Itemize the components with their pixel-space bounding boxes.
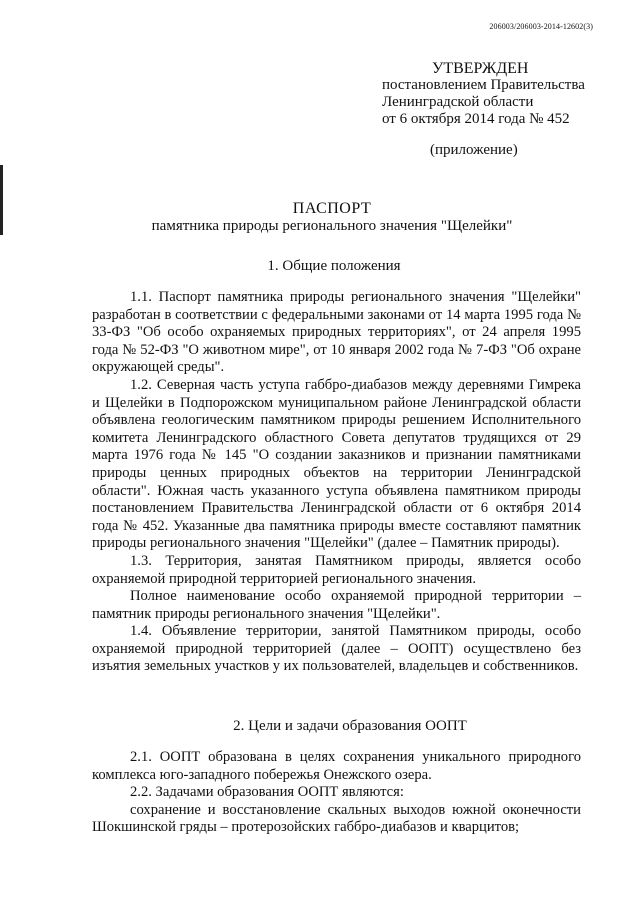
section-2-body: [92, 749, 581, 837]
paragraph: 1.3. Территория, занятая Памятником природы, является особо охраняемой природной территорией регионального значения.: [92, 552, 581, 587]
section-1-heading: 1. Общие положения: [267, 258, 401, 274]
scan-margin-mark: [0, 165, 3, 235]
paragraph: 2.2. Задачами образования ООПТ являются:: [130, 784, 404, 801]
section-2-heading: 2. Цели и задачи образования ООПТ: [233, 718, 467, 734]
document-subtitle: памятника природы регионального значения "Щелейки": [151, 218, 513, 234]
paragraph: Полное наименование особо охраняемой природной территории – памятник природы регионального значения "Щелейки".: [92, 588, 581, 622]
document-id: 206003/206003-2014-12602(3): [489, 22, 593, 31]
approval-note: (приложение): [430, 142, 518, 158]
paragraph: 1.1. Паспорт памятника природы регионального значения "Щелейки" разработан в соответствии с федеральными законами от 14 марта 1995 года № 33-ФЗ "Об особо охраняемых природных территориях", от 24 апреля 1995 года № 52-ФЗ "О животном мире", от 10 января 2002 года № 7-ФЗ "Об охране окружающей среды".: [92, 289, 581, 376]
paragraph: сохранение и восстановление скальных выходов южной оконечности Шокшинской гряды – протерозойских габбро-диабазов и кварцитов;: [92, 801, 581, 836]
section-1-body: [92, 289, 581, 676]
approval-line-1: постановлением Правительства: [382, 77, 585, 93]
approval-title: УТВЕРЖДЕН: [432, 60, 529, 77]
paragraph: 1.2. Северная часть уступа габбро-диабазов между деревнями Гимрека и Щелейки в Подпорожском муниципальном районе Ленинградской области объявлена геологическим памятником природы решением Исполнительного комитета Ленинградского областного Совета депутатов трудящихся от 29 марта 1976 года № 145 "О создании заказников и признании памятниками природы ценных природных объектов на территории Ленинградской области". Южная часть указанного уступа объявлена памятником природы постановлением Правительства Ленинградской области от 6 октября 2014 года № 452. Указанные два памятника природы вместе составляют памятник природы регионального значения "Щелейки" (далее – Памятник природы).: [92, 376, 581, 552]
paragraph: 1.4. Объявление территории, занятой Памятником природы, особо охраняемой природной территорией (далее – ООПТ) осуществлено без изъятия земельных участков у их пользователей, владельцев и собственников.: [92, 623, 581, 675]
approval-block: [370, 60, 610, 159]
approval-line-3: от 6 октября 2014 года № 452: [382, 111, 570, 127]
approval-line-2: Ленинградской области: [382, 94, 534, 110]
document-title: ПАСПОРТ: [292, 200, 372, 217]
paragraph: 2.1. ООПТ образована в целях сохранения уникального природного комплекса юго-западного побережья Онежского озера.: [92, 749, 581, 783]
